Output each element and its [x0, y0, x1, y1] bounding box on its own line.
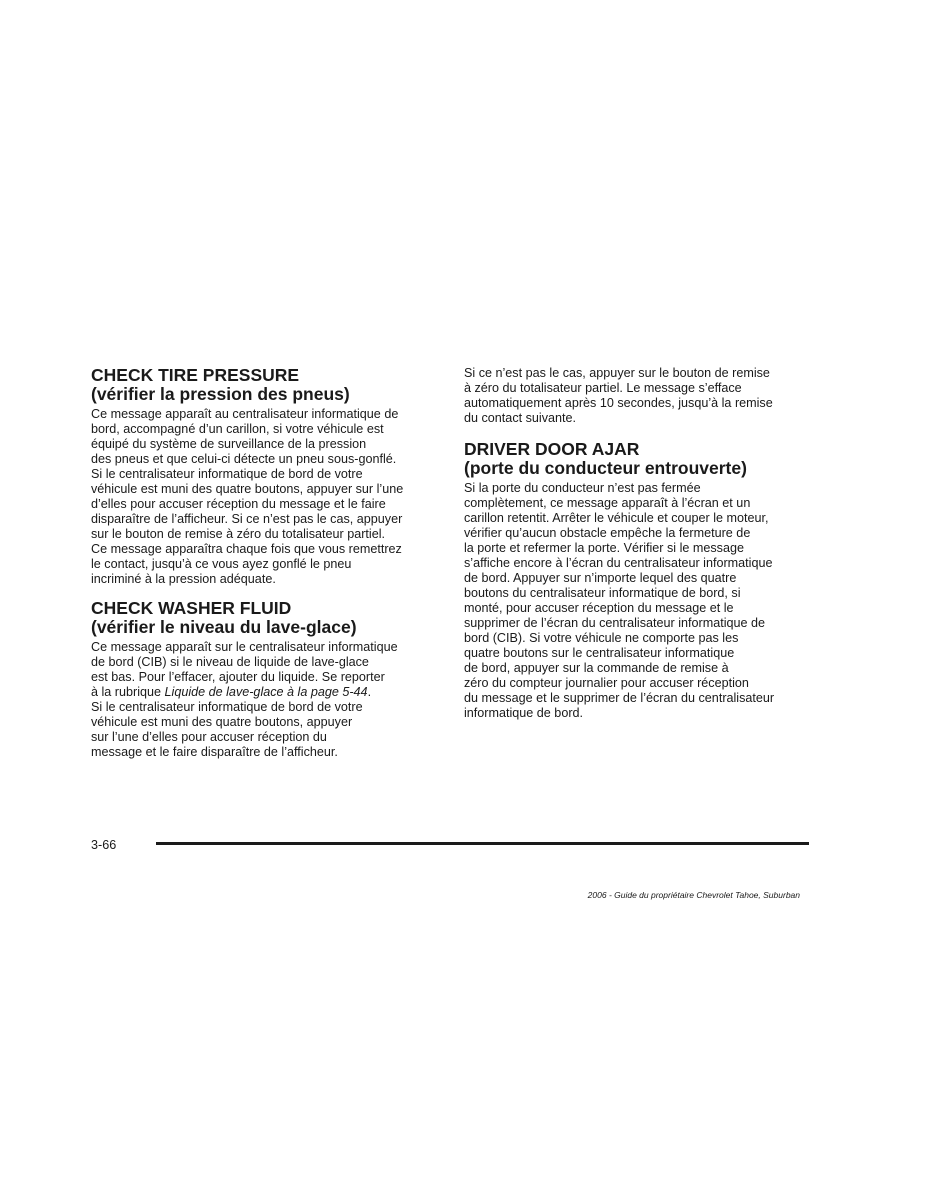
body-driver-door-ajar: Si la porte du conducteur n’est pas fermée complètement, ce message apparaît à l’écran et un carillon retentit. Arrêter le véhicule et couper le moteur, vérifier qu’aucun obstacle empêche la fermeture de la porte et refermer la porte. Vérifier si le message s’affiche encore à l’écran du centralisateur informatique de bord. Appuyer sur n’importe lequel des quatre boutons du centralisateur informatique de bord, si monté, pour accuser réception du message et le supprimer de l’écran du centralisateur informatique de bord (CIB). Si votre véhicule ne comporte pas les quatre boutons sur le centralisateur informatique de bord, appuyer sur la commande de remise à zéro du compteur journalier pour accuser réception du message et le supprimer de l’écran du centralisateur informatique de bord.: [464, 481, 775, 720]
right-column: [464, 366, 814, 721]
page-number: 3-66: [91, 838, 117, 852]
heading-driver-door-ajar: DRIVER DOOR AJAR (porte du conducteur entrouverte): [464, 439, 747, 478]
body-check-washer-fluid: Ce message apparaît sur le centralisateur informatique de bord (CIB) si le niveau de liquide de lave-glace est bas. Pour l’effacer, ajouter du liquide. Se reporter à la rubrique Liquide de lave-glace à la page 5-44. Si le centralisateur informatique de bord de votre véhicule est muni des quatre boutons, appuyer sur l’une d’elles pour accuser réception du message et le faire disparaître de l’afficheur.: [91, 640, 439, 760]
left-column: [91, 366, 439, 760]
heading-check-tire-pressure: CHECK TIRE PRESSURE (vérifier la pression des pneus): [91, 365, 350, 404]
body-check-tire-pressure: Ce message apparaît au centralisateur informatique de bord, accompagné d’un carillon, si votre véhicule est équipé du système de surveillance de la pression des pneus et que celui-ci détecte un pneu sous-gonflé. Si le centralisateur informatique de bord de votre véhicule est muni des quatre boutons, appuyer sur l’une d’elles pour accuser réception du message et le faire disparaître de l’afficheur. Si ce n’est pas le cas, appuyer sur le bouton de remise à zéro du totalisateur partiel. Ce message apparaîtra chaque fois que vous remettrez le contact, jusqu’à ce vous ayez gonflé le pneu incriminé à la pression adéquate.: [91, 407, 404, 586]
body-continuation: Si ce n’est pas le cas, appuyer sur le bouton de remise à zéro du totalisateur partiel. Le message s’efface automatiquement après 10 secondes, jusqu’à la remise du contact suivante.: [464, 366, 773, 425]
footer-rule: [156, 842, 809, 845]
heading-check-washer-fluid: CHECK WASHER FLUID (vérifier le niveau du lave-glace): [91, 598, 357, 637]
reference-line: à la rubrique Liquide de lave-glace à la page 5-44.: [91, 685, 372, 699]
footer-text: 2006 - Guide du propriétaire Chevrolet Tahoe, Suburban: [587, 890, 800, 900]
cross-reference-link[interactable]: Liquide de lave-glace à la page 5-44: [164, 685, 368, 699]
